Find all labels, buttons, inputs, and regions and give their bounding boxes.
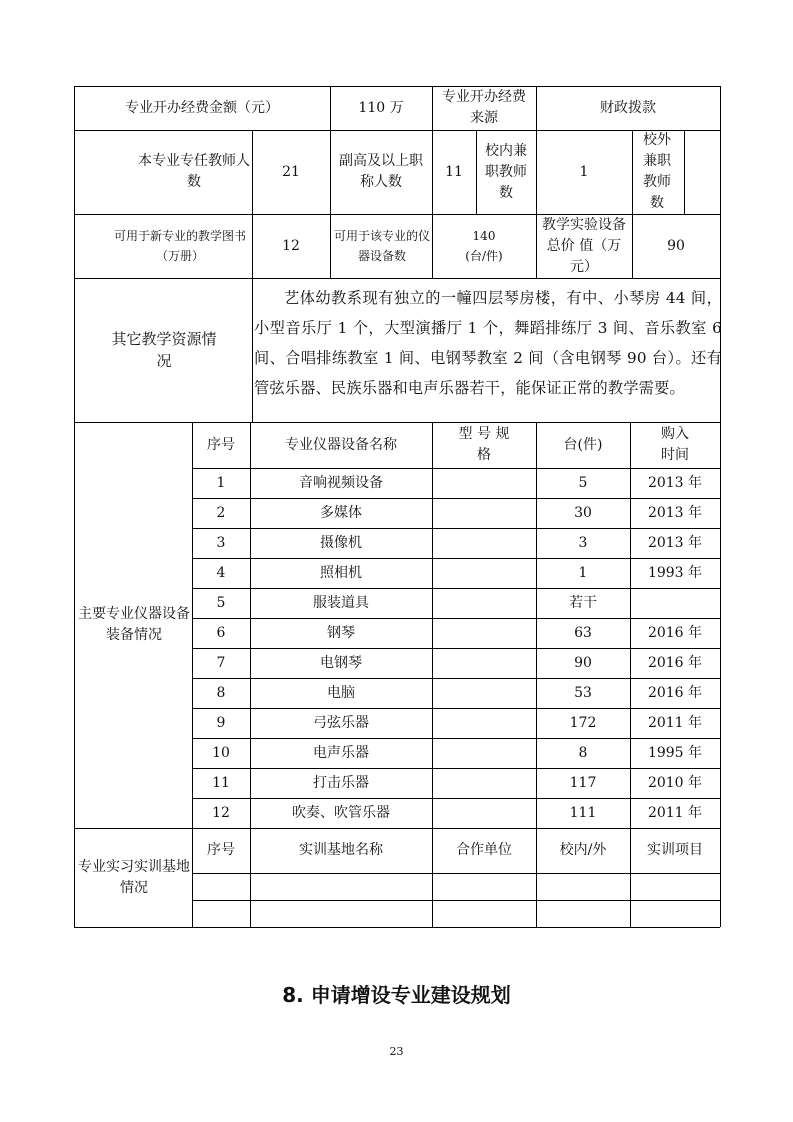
equipment-cell-name: 多媒体	[320, 504, 362, 521]
practice-header-no: 序号	[207, 842, 235, 858]
equipment-count-label: 可用于该专业的仪器设备数	[334, 229, 431, 263]
equipment-cell-no: 4	[216, 564, 226, 581]
equipment-count-value: 140	[472, 229, 496, 243]
equipment-total-label: 教学实验设备总价 值（万元）	[542, 216, 626, 275]
equipment-cell-no: 6	[216, 624, 226, 641]
equipment-cell-qty: 8	[578, 744, 588, 761]
external-parttime-label: 校外兼职教师数	[643, 132, 671, 211]
equipment-cell-qty: 30	[574, 504, 592, 521]
equipment-cell-model	[432, 648, 536, 678]
equipment-cell-qty: 172	[569, 714, 597, 731]
equipment-cell-no: 12	[212, 804, 230, 821]
equipment-count-unit: (台/件)	[465, 249, 503, 263]
equipment-cell-time: 2013 年	[647, 504, 703, 521]
equipment-cell-no: 1	[216, 474, 226, 491]
equipment-cell-name: 电钢琴	[320, 654, 362, 671]
equipment-cell-model	[432, 678, 536, 708]
equipment-cell-time: 2016 年	[647, 684, 703, 701]
funding-source-value: 财政拨款	[600, 99, 656, 116]
equipment-cell-model	[432, 498, 536, 528]
equipment-cell-time: 2011 年	[647, 714, 703, 731]
equipment-cell-name: 照相机	[320, 564, 362, 581]
funding-amount-label: 专业开办经费金额（元）	[125, 99, 279, 116]
equipment-cell-time: 2013 年	[647, 474, 703, 491]
equipment-cell-time: 2013 年	[647, 534, 703, 551]
table-line	[330, 214, 331, 278]
table-line	[330, 130, 331, 214]
equipment-cell-time: 2016 年	[647, 654, 703, 671]
equipment-section-label: 主要专业仪器设备装备情况	[78, 606, 190, 643]
senior-title-value: 11	[445, 163, 463, 180]
fulltime-teachers-label: 本专业专任教师人数	[138, 153, 250, 190]
equipment-cell-qty: 90	[574, 654, 592, 671]
equipment-header-no: 序号	[207, 436, 235, 453]
table-line	[632, 130, 633, 214]
equipment-header-model: 型 号 规 格	[458, 426, 510, 463]
equipment-cell-no: 5	[216, 594, 226, 611]
equipment-cell-model	[432, 738, 536, 768]
funding-source-label: 专业开办经费来源	[442, 89, 526, 126]
equipment-cell-time: 2010 年	[647, 774, 703, 791]
senior-title-label: 副高及以上职称人数	[339, 153, 423, 190]
equipment-cell-time: 1995 年	[647, 744, 703, 761]
equipment-cell-model	[432, 558, 536, 588]
equipment-cell-qty: 3	[578, 534, 588, 551]
equipment-cell-name: 摄像机	[320, 534, 362, 551]
equipment-total-value: 90	[667, 237, 685, 254]
table-line	[684, 130, 685, 214]
equipment-cell-no: 7	[216, 654, 226, 671]
equipment-cell-name: 吹奏、吹管乐器	[292, 804, 390, 821]
equipment-cell-qty: 53	[574, 684, 592, 701]
internal-parttime-label: 校内兼职教师数	[485, 142, 527, 201]
equipment-cell-model	[432, 468, 536, 498]
books-label: 可用于新专业的教学图书（万册）	[113, 229, 246, 263]
internal-parttime-value: 1	[579, 163, 589, 180]
equipment-cell-name: 钢琴	[327, 624, 355, 641]
equipment-cell-name: 电脑	[327, 684, 355, 701]
equipment-cell-model	[432, 618, 536, 648]
equipment-cell-time: 1993 年	[647, 564, 703, 581]
equipment-cell-model	[432, 588, 536, 618]
funding-amount-value: 110 万	[358, 99, 404, 116]
practice-header-project: 实训项目	[647, 842, 703, 858]
equipment-cell-name: 服装道具	[313, 594, 369, 611]
equipment-header-time: 购入时间	[661, 426, 689, 463]
equipment-cell-no: 10	[212, 744, 230, 761]
practice-section-label: 专业实习实训基地情况	[78, 858, 190, 896]
equipment-cell-qty: 若干	[569, 594, 597, 611]
section-heading: 8. 申请增设专业建设规划	[282, 983, 511, 1007]
practice-header-name: 实训基地名称	[299, 842, 383, 858]
equipment-cell-time: 2011 年	[647, 804, 703, 821]
equipment-cell-model	[432, 798, 536, 828]
equipment-header-qty: 台(件)	[563, 436, 603, 453]
table-line	[476, 130, 477, 214]
equipment-cell-name: 打击乐器	[313, 774, 369, 791]
equipment-cell-name: 音响视频设备	[299, 474, 383, 491]
practice-header-partner: 合作单位	[456, 842, 512, 858]
equipment-cell-model	[432, 708, 536, 738]
equipment-cell-model	[432, 768, 536, 798]
table-line	[432, 86, 433, 130]
equipment-header-name: 专业仪器设备名称	[285, 436, 397, 453]
table-line	[192, 873, 720, 874]
equipment-cell-time	[630, 588, 720, 618]
equipment-cell-no: 8	[216, 684, 226, 701]
page-number: 23	[389, 1045, 404, 1058]
table-line	[192, 900, 720, 901]
resources-text: 艺体幼教系现有独立的一幢四层琴房楼，有中、小琴房 44 间，小型音乐厅 1 个，大型演播厅 1 个，舞蹈排练厅 3 间、音乐教室 6 间、合唱排练教室 1 间、电钢琴教室 2 间（含电钢琴 90 台）。还有管弦乐器、民族乐器和电声乐器若干，能保证正常的教学需要。	[254, 289, 722, 397]
books-value: 12	[282, 237, 300, 254]
equipment-cell-qty: 63	[574, 624, 592, 641]
equipment-cell-no: 9	[216, 714, 226, 731]
equipment-cell-name: 电声乐器	[313, 744, 369, 761]
equipment-cell-no: 3	[216, 534, 226, 551]
table-line	[74, 927, 720, 928]
equipment-cell-no: 11	[212, 774, 230, 791]
equipment-cell-qty: 5	[578, 474, 588, 491]
table-line	[536, 214, 537, 278]
equipment-cell-model	[432, 528, 536, 558]
practice-header-inout: 校内/外	[559, 842, 607, 858]
equipment-cell-qty: 117	[569, 774, 597, 791]
equipment-cell-time: 2016 年	[647, 624, 703, 641]
table-line	[252, 278, 253, 422]
equipment-cell-no: 2	[216, 504, 226, 521]
equipment-cell-name: 弓弦乐器	[313, 714, 369, 731]
equipment-cell-qty: 111	[569, 804, 597, 821]
resources-label: 其它教学资源情况	[111, 330, 217, 370]
table-line	[74, 86, 75, 927]
fulltime-teachers-value: 21	[282, 163, 300, 180]
table-line	[720, 86, 721, 927]
equipment-cell-qty: 1	[578, 564, 588, 581]
